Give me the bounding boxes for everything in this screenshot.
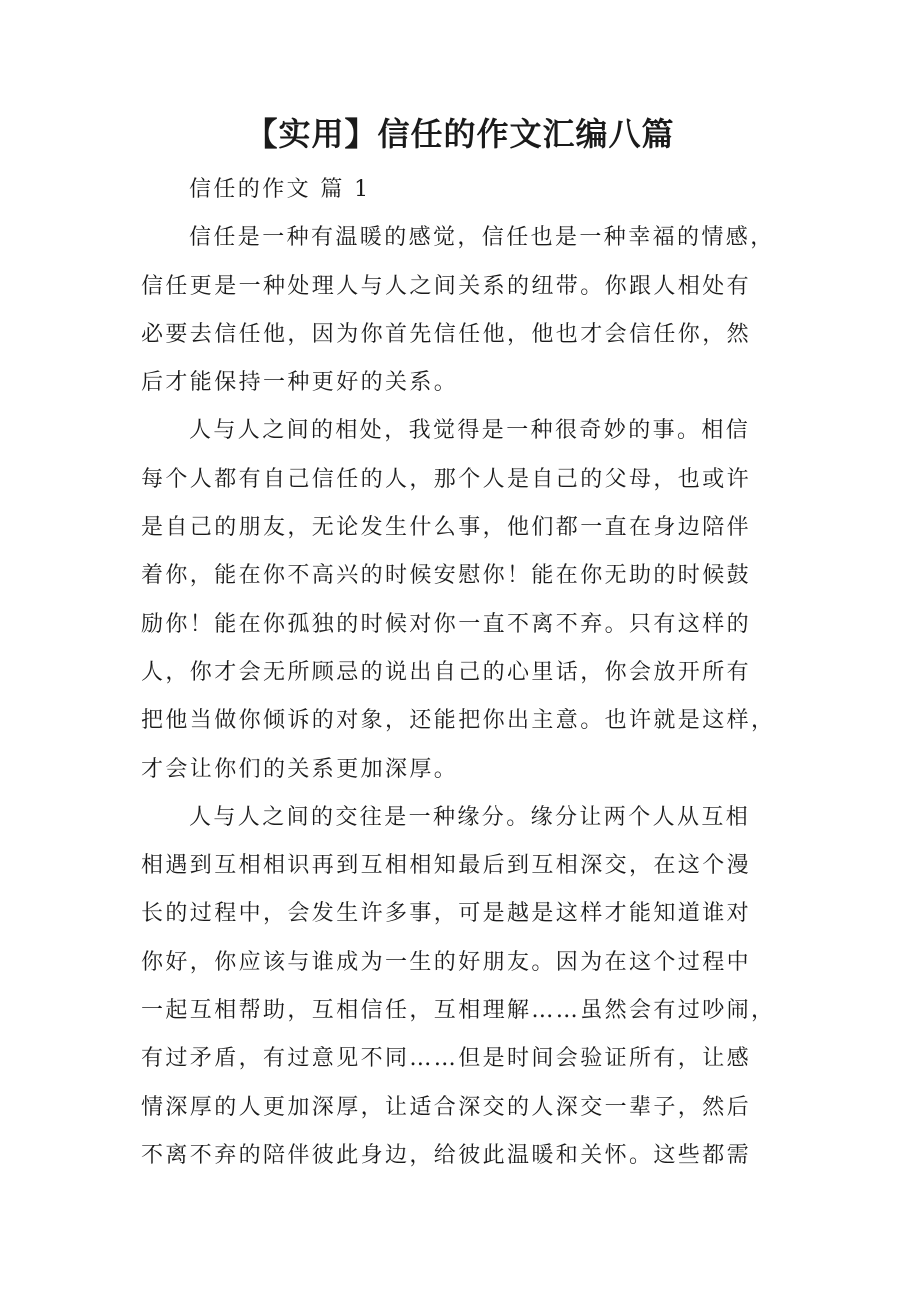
paragraph-line: 是自己的朋友，无论发生什么事，他们都一直在身边陪伴 — [141, 515, 752, 541]
paragraph-1 — [141, 214, 781, 407]
paragraph-line: 后才能保持一种更好的关系。 — [141, 370, 459, 396]
document-body — [141, 166, 781, 1180]
paragraph-line: 励你！能在你孤独的时候对你一直不离不弃。只有这样的 — [141, 611, 752, 637]
paragraph-line: 着你，能在你不高兴的时候安慰你！能在你无助的时候鼓 — [141, 563, 752, 589]
section-heading: 信任的作文 篇 1 — [189, 177, 371, 202]
paragraph-line: 人与人之间的相处，我觉得是一种很奇妙的事。相信 — [189, 418, 751, 444]
paragraph-line: 不离不弃的陪伴彼此身边，给彼此温暖和关怀。这些都需 — [141, 1142, 752, 1168]
paragraph-line: 每个人都有自己信任的人，那个人是自己的父母，也或许 — [141, 466, 752, 492]
paragraph-line: 有过矛盾，有过意见不同……但是时间会验证所有，让感 — [141, 1046, 752, 1072]
paragraph-line: 人与人之间的交往是一种缘分。缘分让两个人从互相 — [189, 804, 751, 830]
paragraph-line: 情深厚的人更加深厚，让适合深交的人深交一辈子，然后 — [141, 1094, 752, 1120]
paragraph-line: 信任更是一种处理人与人之间关系的纽带。你跟人相处有 — [141, 273, 752, 299]
paragraph-line: 必要去信任他，因为你首先信任他，他也才会信任你，然 — [141, 321, 752, 347]
paragraph-line: 一起互相帮助，互相信任，互相理解……虽然会有过吵闹， — [141, 998, 776, 1024]
paragraph-line: 才会让你们的关系更加深厚。 — [141, 756, 459, 782]
paragraph-line: 把他当做你倾诉的对象，还能把你出主意。也许就是这样， — [141, 708, 776, 734]
paragraph-3 — [141, 794, 781, 1180]
paragraph-line: 信任是一种有温暖的感觉，信任也是一种幸福的情感， — [189, 225, 775, 251]
paragraph-line: 长的过程中，会发生许多事，可是越是这样才能知道谁对 — [141, 901, 752, 927]
paragraph-line: 人，你才会无所顾忌的说出自己的心里话，你会放开所有 — [141, 659, 752, 685]
document-title: 【实用】信任的作文汇编八篇 — [245, 115, 675, 153]
paragraph-line: 你好，你应该与谁成为一生的好朋友。因为在这个过程中 — [141, 949, 752, 975]
paragraph-2 — [141, 407, 781, 793]
paragraph-line: 相遇到互相相识再到互相相知最后到互相深交，在这个漫 — [141, 853, 752, 879]
